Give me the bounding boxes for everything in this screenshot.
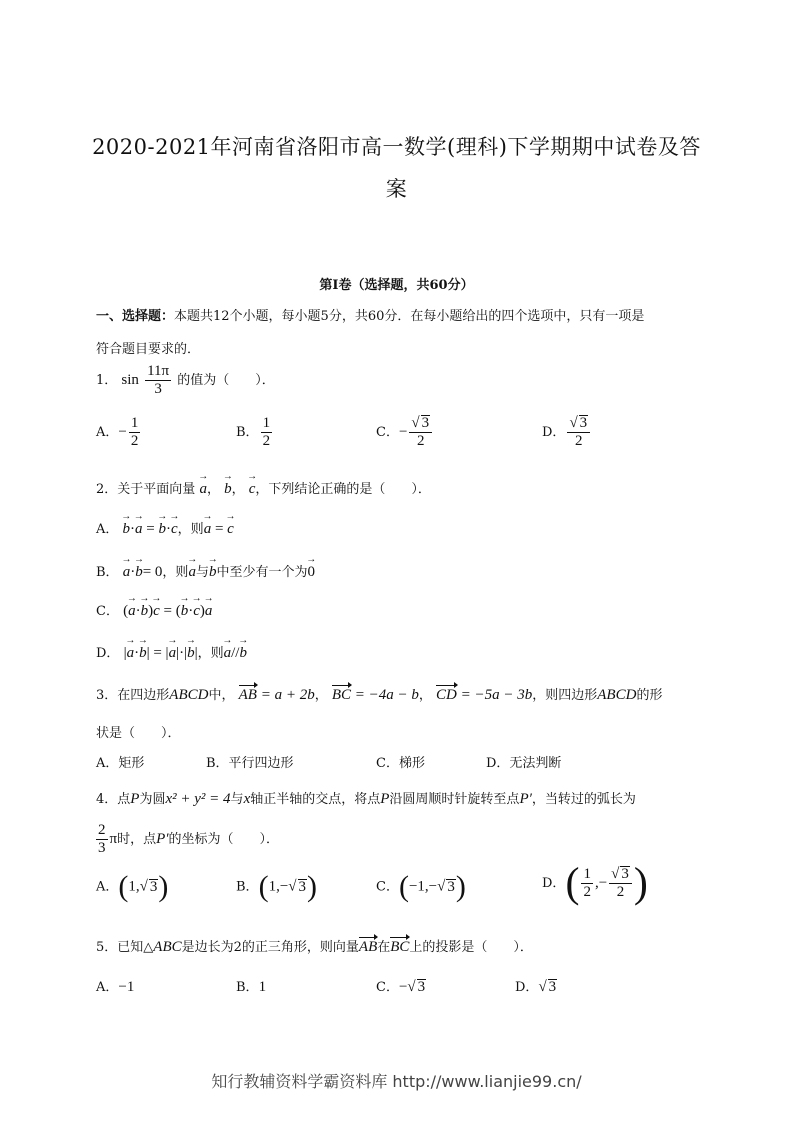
vector-c: → c: [249, 481, 256, 498]
q3-quad: ABCD: [169, 687, 209, 703]
parallel-symbol: //: [231, 645, 240, 661]
circle-equation: x² + y² = 4: [165, 791, 231, 807]
q4-text3: 与: [230, 792, 244, 807]
q4-text2: 为圆: [139, 792, 166, 807]
q3-option-b: B．平行四边形: [206, 756, 294, 771]
instructions-label: 一、选择题：: [96, 309, 175, 324]
q1-option-c-rad: 3: [421, 415, 430, 431]
q2-option-b-tail: 中至少有一个为: [216, 565, 308, 580]
instructions-line1: [96, 305, 644, 324]
q3-line2: 状是（ ）．: [96, 726, 181, 741]
vector-CD: CD: [436, 687, 457, 703]
q1-option-d-frac: [567, 415, 590, 450]
vector-BC: BC: [331, 687, 352, 703]
q3-option-a: A．矩形: [96, 756, 145, 771]
q1-option-a: [96, 415, 142, 450]
q2-sep: ，: [231, 482, 245, 497]
q1-option-a-sign: −: [118, 424, 127, 440]
q3-option-d: D．无法判断: [486, 756, 562, 771]
vector-a: → a: [169, 645, 177, 662]
sqrt-icon: √: [611, 866, 620, 882]
sqrt-icon: √: [538, 979, 547, 995]
q5-option-b: [236, 976, 266, 996]
vector-b: → b: [159, 521, 167, 538]
vector-a: → a: [127, 645, 135, 662]
vector-BC: BC: [390, 939, 410, 955]
q3-text3: ，则四边形: [532, 688, 598, 703]
q5-option-d-rad: 3: [548, 979, 557, 995]
q4-option-d-den2: 2: [616, 884, 625, 900]
q1-option-b: [236, 415, 274, 450]
q5-option-d-label: D．: [515, 980, 539, 995]
q5-text2: 是边长为2的正三角形，则向量: [181, 940, 359, 955]
vector-b: → b: [135, 564, 143, 581]
q5-option-d: [515, 976, 557, 996]
q5-option-b-label: B．: [236, 980, 259, 995]
footer-watermark[interactable]: 知行教辅资料学霸资料库 http://www.lianjie99.cn/: [211, 1072, 582, 1091]
q4-frac-num: 2: [98, 822, 106, 838]
q1-option-b-frac: [261, 415, 273, 450]
q4-option-a: A．(1,√ 3): [96, 870, 169, 903]
q3-BC-expr: = −4a − b: [351, 687, 419, 703]
vector-c: → c: [153, 603, 160, 620]
q2-option-c: C． (→ a·→ b)→ c = (→ b·→ c)→ a: [96, 600, 212, 620]
q1-option-c-label: C．: [376, 425, 399, 440]
q5-option-b-value: 1: [258, 979, 267, 995]
vector-a: → a: [205, 603, 213, 620]
q1-option-c-den: 2: [417, 433, 425, 449]
q1-option-d-label: D．: [542, 425, 566, 440]
q4-text7: 时，点: [117, 832, 157, 847]
vector-b: → b: [209, 564, 217, 581]
q4-option-a-label: A．: [96, 879, 119, 895]
vector-AB: AB: [238, 687, 257, 703]
vector-b: → b: [141, 603, 149, 620]
q4-option-c-rad: 3: [447, 878, 455, 895]
q1-option-d-rad: 3: [579, 415, 588, 431]
q4-option-d: D．( $\frac{1}{2}$ ,− $\frac{√ 3}{2}$ ): [542, 860, 648, 907]
q5-option-a-value: −1: [118, 979, 135, 995]
vector-a: → a: [188, 564, 196, 581]
q1-fn: sin: [121, 372, 139, 388]
vector-c: → c: [171, 521, 178, 538]
q3-number: 3．: [96, 688, 118, 703]
q5-option-c-rad: 3: [417, 979, 426, 995]
q2-option-b-label: B．: [96, 565, 119, 580]
q4-text1: 点: [117, 792, 131, 807]
sqrt-icon: √: [437, 878, 446, 895]
pi-symbol: π: [109, 831, 118, 847]
q2-option-b-and: 与: [195, 565, 209, 580]
q1-option-d: [542, 415, 592, 450]
sqrt-icon: √: [411, 415, 420, 431]
q2-number: 2．: [96, 482, 118, 497]
q4-fraction: [96, 822, 108, 857]
q1-option-b-label: B．: [236, 425, 259, 440]
q2-option-b-eq: = 0: [142, 564, 163, 580]
q3-AB-expr: = a + 2b: [256, 687, 315, 703]
sqrt-icon: √: [288, 878, 297, 895]
question-5: [96, 936, 533, 956]
q4-option-c-label: C．: [376, 879, 399, 895]
q3-CD-expr: = −5a − 3b: [456, 687, 533, 703]
vector-a: → a: [204, 521, 212, 538]
point-P-prime: P′: [156, 831, 169, 847]
vector-b: → b: [123, 521, 131, 538]
q3-option-c: C．梯形: [376, 756, 425, 771]
vector-b: → b: [224, 481, 232, 498]
q5-option-c-label: C．: [376, 980, 399, 995]
q1-option-a-label: A．: [96, 425, 119, 440]
q4-option-d-frac2: [609, 866, 632, 901]
q2-text: 关于平面向量: [117, 482, 196, 497]
q4-text8: 的坐标为（ ）．: [168, 832, 280, 847]
vector-c: → c: [227, 521, 234, 538]
sqrt-icon: √: [569, 415, 578, 431]
q2-option-d-then: ，则: [197, 646, 224, 661]
vector-c: → c: [193, 603, 200, 620]
sqrt-icon: √: [407, 979, 416, 995]
q2-option-b-then: ，则: [162, 565, 189, 580]
q5-text1: 已知△: [117, 940, 154, 955]
q3-text4: 的形: [636, 688, 663, 703]
q4-number: 4．: [96, 792, 118, 807]
q1-fraction: [145, 363, 171, 398]
q1-option-a-frac: [129, 415, 141, 450]
q1-option-b-num: 1: [262, 415, 271, 431]
q4-option-d-frac1: [581, 866, 593, 901]
q4-text6: ，当转过的弧长为: [531, 792, 636, 807]
q2-tail: ，下列结论正确的是（ ）．: [255, 482, 431, 497]
q2-sep: ，: [206, 482, 220, 497]
q2-option-b: B． → a·→ b= 0，则→ a与→ b中至少有一个为→ 0: [96, 561, 315, 581]
point-P-prime: P′: [519, 791, 532, 807]
q4-option-b-rad: 3: [298, 878, 307, 895]
q1-frac-num: 11π: [147, 363, 170, 379]
q3-text1: 在四边形: [117, 688, 170, 703]
q1-option-c-sign: −: [398, 424, 408, 440]
q4-option-d-den: 2: [583, 884, 591, 900]
question-3: 3．在四边形ABCD中， AB = a + 2b， BC = −4a − b， CD = −5a − 3b，则四边形ABCD的形: [96, 687, 663, 703]
q4-option-b-label: B．: [236, 879, 259, 895]
vector-a: → a: [199, 481, 207, 498]
vector-b: → b: [239, 645, 247, 662]
point-P: P: [130, 791, 140, 807]
vector-a: → a: [128, 603, 136, 620]
q4-option-a-value: 1,: [128, 878, 140, 895]
instructions-line2: 符合题目要求的．: [96, 342, 201, 357]
q2-option-a-label: A．: [96, 522, 119, 537]
vector-b: → b: [139, 645, 147, 662]
q2-option-a-then: ，则: [177, 522, 204, 537]
q2-option-d-label: D．: [96, 646, 120, 661]
vector-a: → a: [135, 521, 143, 538]
instructions-text1: 本题共12个小题，每小题5分，共60分．在每小题给出的四个选项中，只有一项是: [174, 309, 645, 324]
question-1: [96, 363, 275, 398]
q1-option-d-den: 2: [575, 433, 583, 449]
question-4: [96, 788, 636, 808]
q5-number: 5．: [96, 940, 118, 955]
q1-option-c-frac: [409, 415, 432, 450]
q4-option-c: C．(−1,−√ 3): [376, 870, 466, 903]
q2-option-a: A． → b·→ a = → b·→ c，则→ a = → c: [96, 518, 234, 538]
q5-option-c-value: −: [398, 979, 408, 995]
q4-option-d-rad: 3: [621, 866, 629, 882]
q1-tail: 的值为（ ）．: [177, 373, 275, 388]
q4-option-d-num: 1: [583, 866, 591, 882]
vector-a: → a: [224, 645, 232, 662]
q1-option-a-num: 1: [130, 415, 139, 431]
q5-option-a-label: A．: [96, 980, 119, 995]
vector-AB: AB: [358, 939, 378, 955]
q5-text3: 在: [377, 940, 391, 955]
q1-option-a-den: 2: [130, 433, 139, 449]
triangle-ABC: ABC: [153, 939, 182, 955]
q3-quad: ABCD: [597, 687, 637, 703]
q2-option-d: D． |→ a·→ b| = |→ a|·|→ b|，则→ a//→ b: [96, 642, 247, 662]
q2-option-c-label: C．: [96, 604, 119, 619]
axis-x: x: [243, 791, 251, 807]
point-P: P: [380, 791, 390, 807]
zero-vector: → 0: [307, 564, 315, 581]
q4-option-b-value: 1,−: [268, 878, 289, 895]
q4-line2: [96, 822, 279, 857]
q4-option-a-rad: 3: [149, 878, 158, 895]
q4-frac-den: 3: [98, 840, 106, 856]
q1-option-b-den: 2: [262, 433, 271, 449]
q1-option-c: [376, 415, 434, 450]
vector-b: → b: [187, 645, 195, 662]
q4-text4: 轴正半轴的交点，将点: [250, 792, 381, 807]
q5-option-a: [96, 976, 134, 996]
vector-b: → b: [181, 603, 189, 620]
q3-text2: 中，: [208, 688, 235, 703]
question-2: [96, 478, 431, 498]
section-title: 第Ⅰ卷（选择题，共60分）: [319, 278, 474, 293]
q4-option-c-value: −1,−: [408, 878, 438, 895]
page-title-continued: 案: [385, 177, 408, 201]
q1-frac-den: 3: [154, 381, 162, 397]
vector-a: → a: [123, 564, 131, 581]
q5-text4: 上的投影是（ ）．: [409, 940, 533, 955]
q5-option-c: [376, 976, 426, 996]
sqrt-icon: √: [139, 878, 148, 895]
q1-number: 1．: [96, 373, 118, 388]
q4-option-b: B．(1,−√ 3): [236, 870, 318, 903]
page-title: 2020-2021年河南省洛阳市高一数学(理科)下学期期中试卷及答: [92, 135, 701, 159]
q4-option-d-label: D．: [542, 876, 566, 891]
q4-text5: 沿圆周顺时针旋转至点: [389, 792, 520, 807]
